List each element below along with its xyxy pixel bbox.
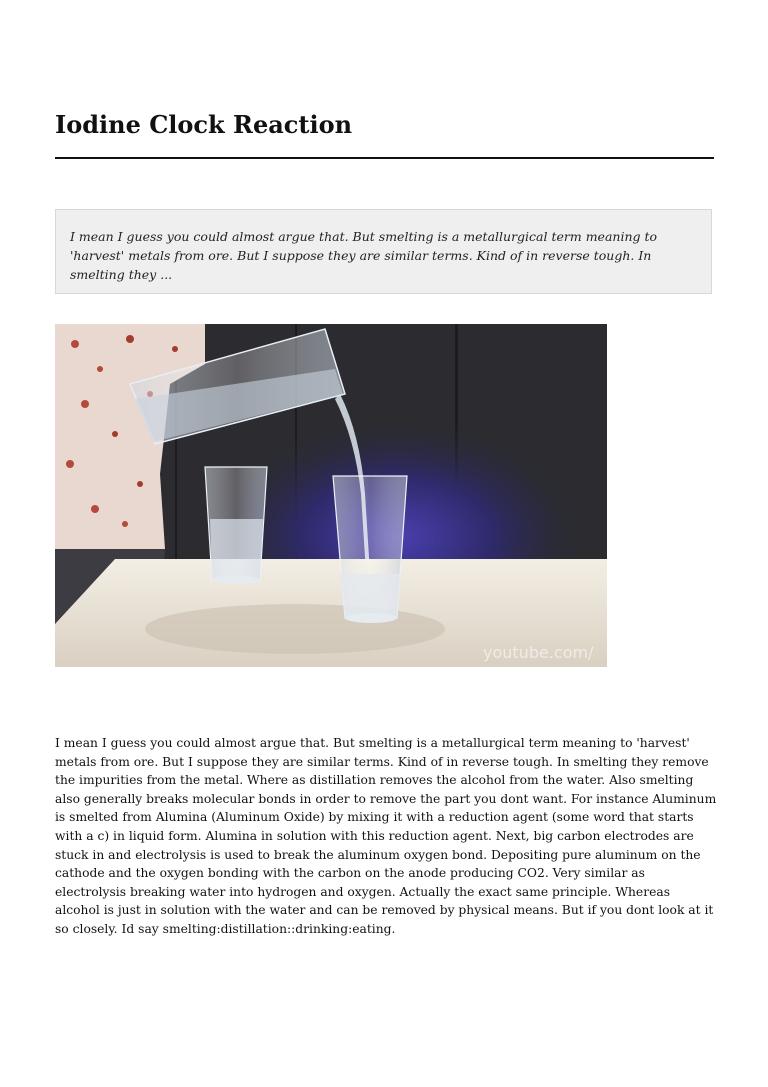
- left-glass: [205, 467, 267, 584]
- reaction-photo: [55, 324, 607, 667]
- title-divider: [55, 157, 714, 159]
- article-body: I mean I guess you could almost argue that. But smelting is a metallurgical term meaning to 'harvest' metals from ore. But I suppose they are similar terms. Kind of in reverse tough. In smelting they remove the impurities from the metal. Where as distillation removes the alcohol from the water. Also smelting also generally breaks molecular bonds in order to remove the part you dont want. For instance Aluminum is smelted from Alumina (Aluminum Oxide) by mixing it with a reduction agent (some word that starts with a c) in liquid form. Alumina in solution with this reduction agent. Next, big carbon electrodes are stuck in and electrolysis is used to break the aluminum oxygen bond. Depositing pure aluminum on the cathode and the oxygen bonding with the carbon on the anode producing CO2. Very similar as electrolysis breaking water into hydrogen and oxygen. Actually the exact same principle. Whereas alcohol is just in solution with the water and can be removed by physical means. But if you dont look at it so closely. Id say smelting:distillation::drinking:eating.: [55, 736, 717, 936]
- right-glass: [333, 476, 407, 623]
- photo-watermark: youtube.com/: [483, 643, 594, 662]
- excerpt-text: I mean I guess you could almost argue that. But smelting is a metallurgical term meaning to 'harvest' metals from ore. But I suppose they are similar terms. Kind of in reverse tough. In smelting they ...: [70, 229, 658, 282]
- page-title: Iodine Clock Reaction: [55, 110, 353, 139]
- excerpt-box: [55, 209, 712, 294]
